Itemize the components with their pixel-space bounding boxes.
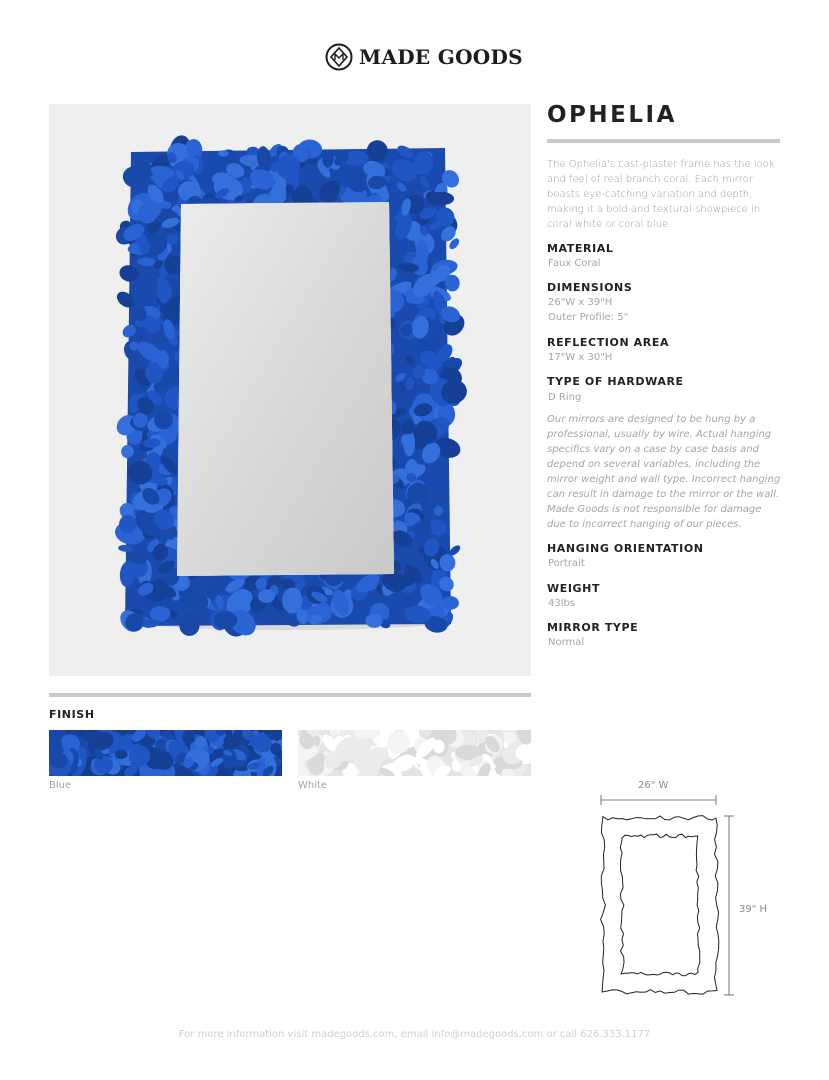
spec-label-dimensions: DIMENSIONS [547, 281, 633, 294]
finish-swatch-blue[interactable] [49, 730, 282, 776]
brand-monogram-icon [325, 43, 353, 71]
drawing-width-label: 26" W [638, 780, 669, 791]
spec-value-mirror-type: Normal [548, 637, 585, 648]
product-description: The Ophelia's cast-plaster frame has the look and feel of real branch coral. Each mirror boasts eye-catching variation and depth, making it a bold and textural showpiece in coral white or coral blue. [547, 159, 775, 230]
spec-value-material: Faux Coral [548, 258, 601, 269]
spec-value-hanging-orientation: Portrait [548, 558, 585, 569]
spec-label-hardware: TYPE OF HARDWARE [547, 375, 684, 388]
spec-label-mirror-type: MIRROR TYPE [547, 621, 639, 634]
finish-divider [49, 693, 531, 697]
spec-label-reflection-area: REFLECTION AREA [547, 336, 670, 349]
blue-coral-texture [49, 730, 282, 776]
title-divider [547, 139, 780, 143]
spec-value-outer-profile: Outer Profile: 5" [548, 312, 629, 323]
finish-label-blue: Blue [49, 780, 72, 791]
finish-heading: FINISH [49, 708, 95, 721]
dimension-drawing [595, 790, 740, 1000]
spec-label-weight: WEIGHT [547, 582, 601, 595]
brand-logo [325, 43, 523, 71]
hanging-disclaimer: Our mirrors are designed to be hung by a professional, usually by wire. Actual hanging specifics vary on a case by case basis and depend on several variables, including the mirror weight and wall type. Incorrect hanging can result in damage to the mirror or the wall. Made Goods is not responsible for damage due to incorrect hanging of our pieces. [547, 414, 781, 530]
spec-label-material: MATERIAL [547, 242, 614, 255]
spec-value-dimensions: 26"W x 39"H [548, 297, 613, 308]
white-coral-texture [298, 730, 531, 776]
footer-contact: For more information visit madegoods.com, email info@madegoods.com or call 626.333.1177 [178, 1029, 651, 1040]
product-title: OPHELIA [547, 102, 677, 128]
spec-value-weight: 43lbs [548, 598, 576, 609]
coral-mirror-illustration [49, 104, 531, 676]
finish-swatch-white[interactable] [298, 730, 531, 776]
spec-value-reflection-area: 17"W x 30"H [548, 352, 613, 363]
spec-label-hanging-orientation: HANGING ORIENTATION [547, 542, 704, 555]
finish-label-white: White [298, 780, 328, 791]
brand-name: MADE GOODS [359, 45, 523, 69]
drawing-height-label: 39" H [739, 904, 768, 915]
spec-value-hardware: D Ring [548, 392, 582, 403]
product-photo [49, 104, 531, 676]
